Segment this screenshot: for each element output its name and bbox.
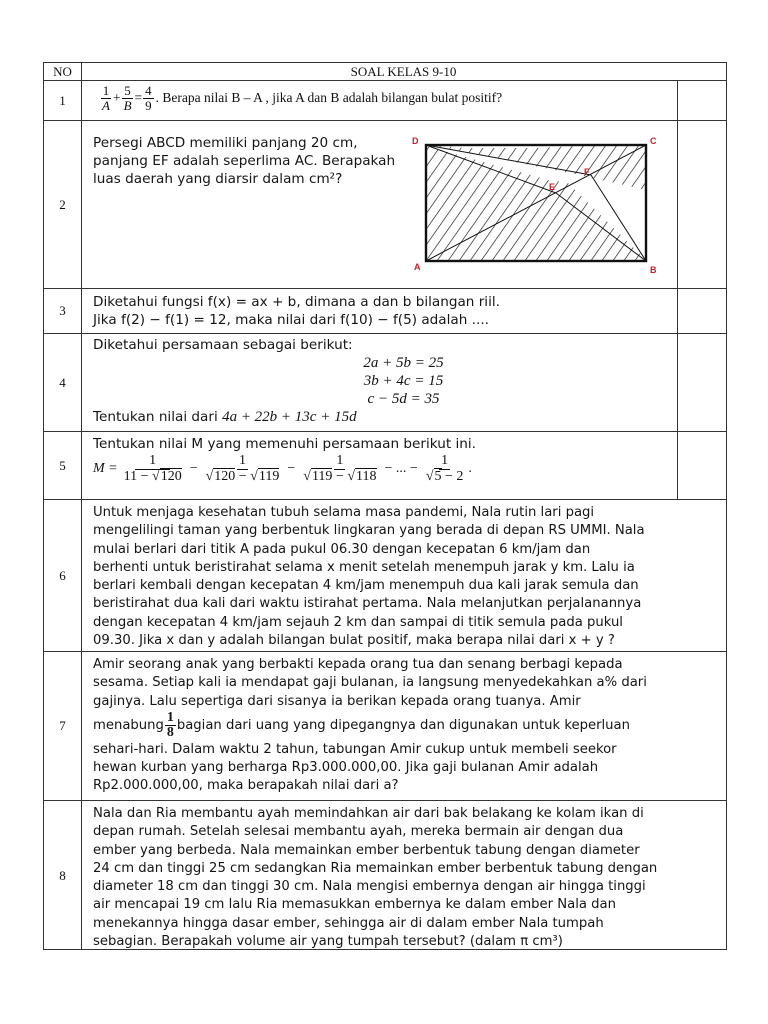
question-table <box>43 62 727 950</box>
question-number: 2 <box>44 121 82 288</box>
column-divider <box>677 289 678 333</box>
term-1: $\frac{1}{11 - √120}$ <box>123 453 182 484</box>
label-f: F <box>584 167 590 177</box>
question-8 <box>81 801 726 950</box>
table-header-row <box>44 63 726 80</box>
table-row <box>44 431 726 499</box>
table-row <box>44 651 726 800</box>
label-d: D <box>412 136 419 146</box>
label-a: A <box>414 262 421 272</box>
column-divider <box>677 432 678 499</box>
table-row <box>44 288 726 333</box>
question-number: 7 <box>44 652 82 800</box>
square-figure <box>406 132 656 282</box>
question-4 <box>81 334 726 431</box>
term-3: $\frac{1}{√119 - √118}$ <box>303 453 377 484</box>
table-row <box>44 120 726 288</box>
equation-3: c − 5d = 35 <box>367 391 440 407</box>
question-2 <box>81 121 726 288</box>
fraction-one-eighth: $\frac{1}{8}$ <box>166 709 174 741</box>
q4-intro: Diketahui persamaan sebagai berikut: <box>93 337 353 353</box>
question-number: 3 <box>44 289 82 333</box>
question-3 <box>81 289 726 333</box>
fraction-4-over-9: $\frac{4}{9}$ <box>145 83 152 113</box>
question-number: 4 <box>44 334 82 431</box>
fraction-5-over-b: $\frac{5}{B}$ <box>123 83 132 113</box>
column-divider <box>677 121 678 288</box>
equation-1: 2a + 5b = 25 <box>363 355 444 371</box>
table-row <box>44 800 726 950</box>
question-1 <box>81 81 726 120</box>
label-b: B <box>650 265 656 275</box>
q7-text: Amir seorang anak yang berbakti kepada orang tua dan senang berbagi kepada sesama. Setiap kali ia mendapat gaji bulanan, ia langsung menyedekahkan a% dari gajinya. Lalu sepertiga dari sisanya ia berikan kepada orang tuanya. Amir menabung $\frac{1}{8}$ bagian dari uang yang dipegangnya dan digunakan untuk keperluan sehari-hari. Dalam waktu 2 tahun, tabungan Amir cukup untuk membeli seekor hewan kurban yang berharga Rp3.000.000,00. Jika gaji bulanan Amir adalah Rp2.000.000,00, maka berapakah nilai dari a? <box>93 657 647 794</box>
q8-text: Nala dan Ria membantu ayah memindahkan air dari bak belakang ke kolam ikan di depan rumah. Setelah selesai membantu ayah, mereka bermain air dengan dua ember yang berbeda. Nala memainkan ember berbentuk tabung dengan diameter 24 cm dan tinggi 25 cm sedangkan Ria memainkan ember berbentuk tabung dengan diameter 18 cm dan tinggi 30 cm. Nala mengisi embernya dengan air hingga tinggi air mencapai 19 cm lalu Ria memasukkan embernya ke dalam ember Nala dan menekannya hingga dasar ember, sehingga air di dalam ember Nala tumpah sebagian. Berapakah volume air yang tumpah tersebut? (dalam π cm³) <box>93 806 658 950</box>
q6-text: Untuk menjaga kesehatan tubuh selama masa pandemi, Nala rutin lari pagi mengelilingi taman yang berbentuk lingkaran yang berada di depan RS UMMI. Nala mulai berlari dari titik A pada pukul 06.30 dengan kecepatan 6 km/jam dan berhenti untuk beristirahat selama x menit setelah menempuh jarak y km. Lalu ia berlari kembali dengan kecepatan 4 km/jam menempuh dua kali jarak semula dan beristirahat dua kali dari waktu istirahat pertama. Nala melanjutkan perjalanannya dengan kecepatan 4 km/jam sejauh 2 km dan sampai di titik semula pada pukul 09.30. Jika x dan y adalah bilangan bulat positif, maka berapa nilai dari x + y ? <box>93 505 645 649</box>
q3-text: Diketahui fungsi f(x) = ax + b, dimana a dan b bilangan riil. Jika f(2) − f(1) = 12, maka nilai dari f(10) − f(5) adalah .... <box>93 294 500 328</box>
fraction-1-over-a: $\frac{1}{A}$ <box>102 83 110 113</box>
column-divider <box>677 81 678 120</box>
table-row <box>44 80 726 120</box>
question-number: 6 <box>44 500 82 651</box>
q4-equations <box>81 354 726 408</box>
header-no: NO <box>44 63 82 80</box>
equation-2: 3b + 4c = 15 <box>363 373 444 389</box>
term-2: $\frac{1}{√120 - √119}$ <box>205 453 280 484</box>
term-last: $\frac{1}{√5 - 2}$ <box>425 453 464 484</box>
header-title: SOAL KELAS 9-10 <box>350 63 457 79</box>
q1-expression: $\frac{1}{A}$ + $\frac{5}{B}$ = $\frac{4}{9}$ . Berapa nilai B – A , jika A dan B adalah bilangan bulat positif? <box>102 83 503 113</box>
question-6 <box>81 500 726 651</box>
label-e: E <box>549 182 556 192</box>
question-number: 5 <box>44 432 82 499</box>
label-c: C <box>650 136 656 146</box>
q2-text: Persegi ABCD memiliki panjang 20 cm, panjang EF adalah seperlima AC. Berapakah luas daerah yang diarsir dalam cm²? <box>93 135 396 187</box>
question-number: 8 <box>44 801 82 950</box>
question-5 <box>81 432 726 499</box>
q5-equation: M = $\frac{1}{11 - √120}$ − $\frac{1}{√120 - √119}$ − $\frac{1}{√119 - √118}$ − ... − $\frac{1}{√5 - 2}$ . <box>93 453 472 484</box>
question-number: 1 <box>44 81 82 120</box>
table-row <box>44 333 726 431</box>
q4-ask: Tentukan nilai dari 4a + 22b + 13c + 15d <box>93 409 357 425</box>
question-7 <box>81 652 726 800</box>
q5-intro: Tentukan nilai M yang memenuhi persamaan berikut ini. <box>93 436 476 452</box>
table-row <box>44 499 726 651</box>
q1-text: . Berapa nilai B – A , jika A dan B adalah bilangan bulat positif? <box>155 90 503 106</box>
